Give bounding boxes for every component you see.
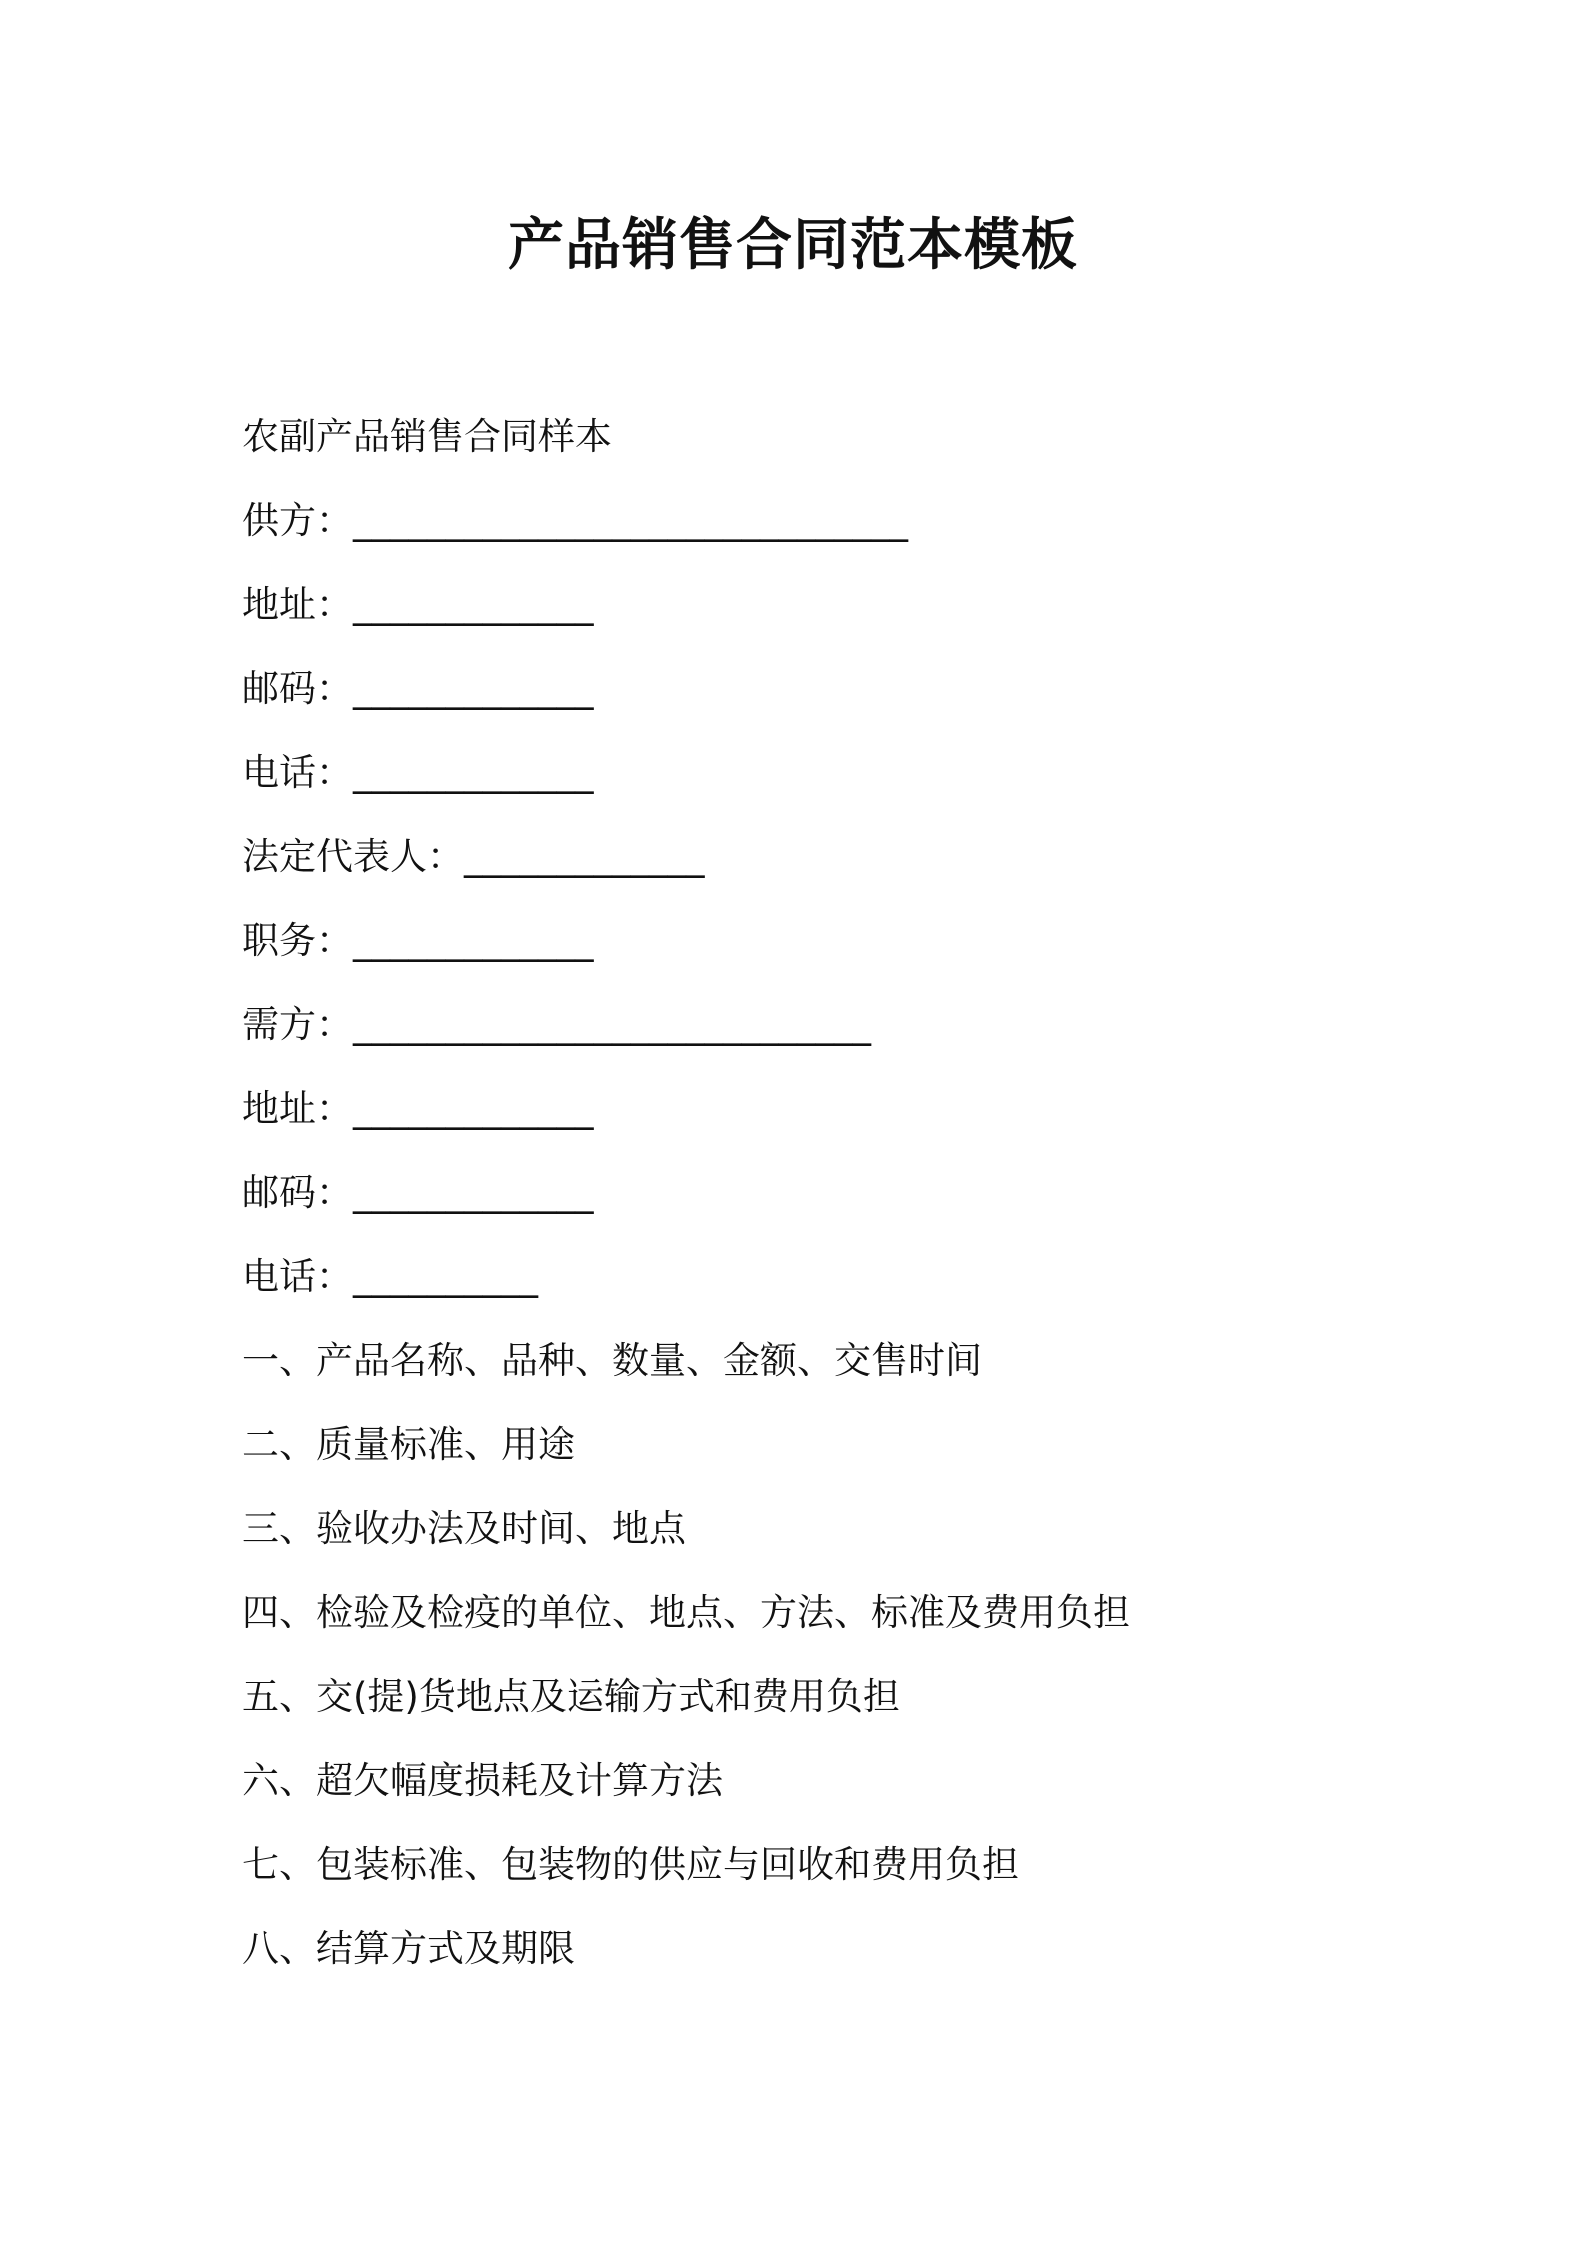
supplier-party-field: 供方：______________________________ (242, 499, 908, 542)
clause-3: 三、验收办法及时间、地点 (242, 1507, 686, 1550)
clause-8: 八、结算方式及期限 (242, 1927, 575, 1970)
supplier-legal-rep-field: 法定代表人：_____________ (242, 835, 705, 878)
buyer-address-field: 地址：_____________ (242, 1087, 594, 1130)
buyer-postcode-field: 邮码：_____________ (242, 1171, 594, 1214)
clause-2: 二、质量标准、用途 (242, 1423, 575, 1466)
buyer-party-field: 需方：____________________________ (242, 1003, 871, 1046)
supplier-phone-field: 电话：_____________ (242, 751, 594, 794)
clause-7: 七、包装标准、包装物的供应与回收和费用负担 (242, 1843, 1019, 1886)
clause-5: 五、交(提)货地点及运输方式和费用负担 (242, 1675, 900, 1718)
document-subtitle: 农副产品销售合同样本 (242, 415, 612, 458)
buyer-phone-field: 电话：__________ (242, 1255, 538, 1298)
clause-6: 六、超欠幅度损耗及计算方法 (242, 1759, 723, 1802)
document-title: 产品销售合同范本模板 (508, 213, 1078, 278)
supplier-address-field: 地址：_____________ (242, 583, 594, 626)
clause-4: 四、检验及检疫的单位、地点、方法、标准及费用负担 (242, 1591, 1130, 1634)
supplier-position-field: 职务：_____________ (242, 919, 594, 962)
supplier-postcode-field: 邮码：_____________ (242, 667, 594, 710)
clause-1: 一、产品名称、品种、数量、金额、交售时间 (242, 1339, 982, 1382)
